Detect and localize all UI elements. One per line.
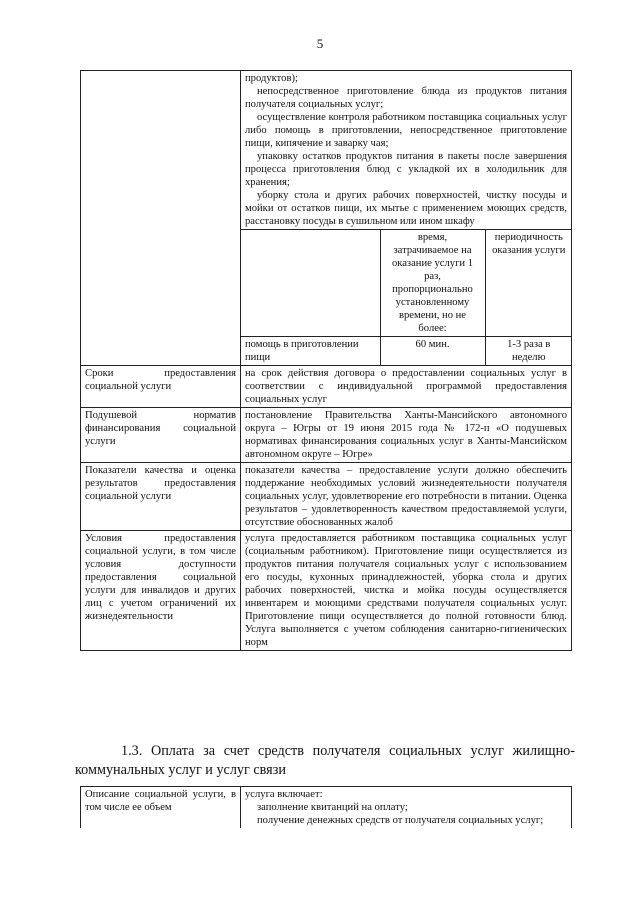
payment-service-table (80, 786, 572, 828)
empty-header-cell (241, 230, 380, 337)
table-row (81, 408, 572, 463)
table-row (241, 337, 572, 366)
service-table (80, 70, 572, 651)
empty-label-cell (81, 71, 241, 366)
service-name-cell: помощь в приготовлении пищи (241, 337, 380, 366)
row-value: показатели качества – предоставление услуги должно обеспечить поддержание необходимых условий жизнедеятельности получателя социальных услуг, удовлетворение его потребности в питании. Оценка результатов – удовлетворенность качеством предоставляемой услуги, отсутствие обоснованных жалоб (241, 463, 572, 531)
frequency-header: периодичность оказания услуги (485, 230, 572, 337)
row-value: услуга предоставляется работником поставщика социальных услуг (социальным работником). Приготовление пищи осуществляется из продуктов питания получателя социальных услуг с использованием его посуды, кухонных принадлежностей, уборка стола и других рабочих поверхностей, чистка и мойка посуды осуществляется инвентарем и моющими средствами получателя социальных услуг. Приготовление пищи осуществляется до полной готовности блюд. Услуга выполняется с учетом соблюдения санитарно-гигиенических норм (241, 531, 572, 651)
row-label: Подушевой норматив финансирования социальной услуги (81, 408, 241, 463)
row-label: Показатели качества и оценка результатов предоставления социальной услуги (81, 463, 241, 531)
service-description-cell (241, 71, 572, 366)
description-line: непосредственное приготовление блюда из продуктов питания получателя социальных услуг; (245, 86, 567, 110)
table-row (81, 71, 572, 366)
table-row (81, 787, 572, 829)
row-label: Сроки предоставления социальной услуги (81, 366, 241, 408)
description-line: услуга включает: (245, 789, 323, 800)
page-number: 5 (316, 36, 324, 51)
description-line: упаковку остатков продуктов питания в пакеты после завершения процесса приготовления блюд с укладкой их в холодильник для хранения; (245, 151, 567, 188)
row-label: Описание социальной услуги, в том числе ее объем (81, 787, 241, 829)
time-header: время, затрачиваемое на оказание услуги 1 раз, пропорционально установленному времени, но не более: (380, 230, 485, 337)
table-row (241, 230, 572, 337)
table-row (81, 366, 572, 408)
row-value: постановление Правительства Ханты-Мансийского автономного округа – Югры от 19 июня 2015 года № 172-п «О подушевых нормативах финансирования социальных услуг в Ханты-Мансийском автономном округе – Югре» (241, 408, 572, 463)
section-heading: 1.3. Оплата за счет средств получателя социальных услуг жилищно-коммунальных услуг и услуг связи (75, 743, 575, 778)
description-line: уборку стола и других рабочих поверхностей, чистку посуды и мойки от остатков пищи, их мытье с применением моющих средств, расстановку посуды в сушильном или ином шкафу (245, 190, 567, 227)
description-line: продуктов); (245, 73, 298, 84)
table-row (81, 463, 572, 531)
row-value: на срок действия договора о предоставлении социальных услуг в соответствии с индивидуальной программой предоставления социальных услуг (241, 366, 572, 408)
row-value (241, 787, 572, 829)
time-value-cell: 60 мин. (380, 337, 485, 366)
time-norm-table (241, 229, 572, 365)
frequency-value-cell: 1-3 раза в неделю (485, 337, 572, 366)
row-label: Условия предоставления социальной услуги, в том числе условия доступности предоставления социальной услуги для инвалидов и других лиц с учетом ограничений их жизнедеятельности (81, 531, 241, 651)
table-row (81, 531, 572, 651)
description-line: осуществление контроля работником поставщика социальных услуг либо помощь в приготовлении, непосредственное приготовление пищи, кипячение и заварку чая; (245, 112, 567, 149)
description-line: получение денежных средств от получателя социальных услуг; (257, 815, 544, 826)
description-line: заполнение квитанций на оплату; (257, 802, 408, 813)
